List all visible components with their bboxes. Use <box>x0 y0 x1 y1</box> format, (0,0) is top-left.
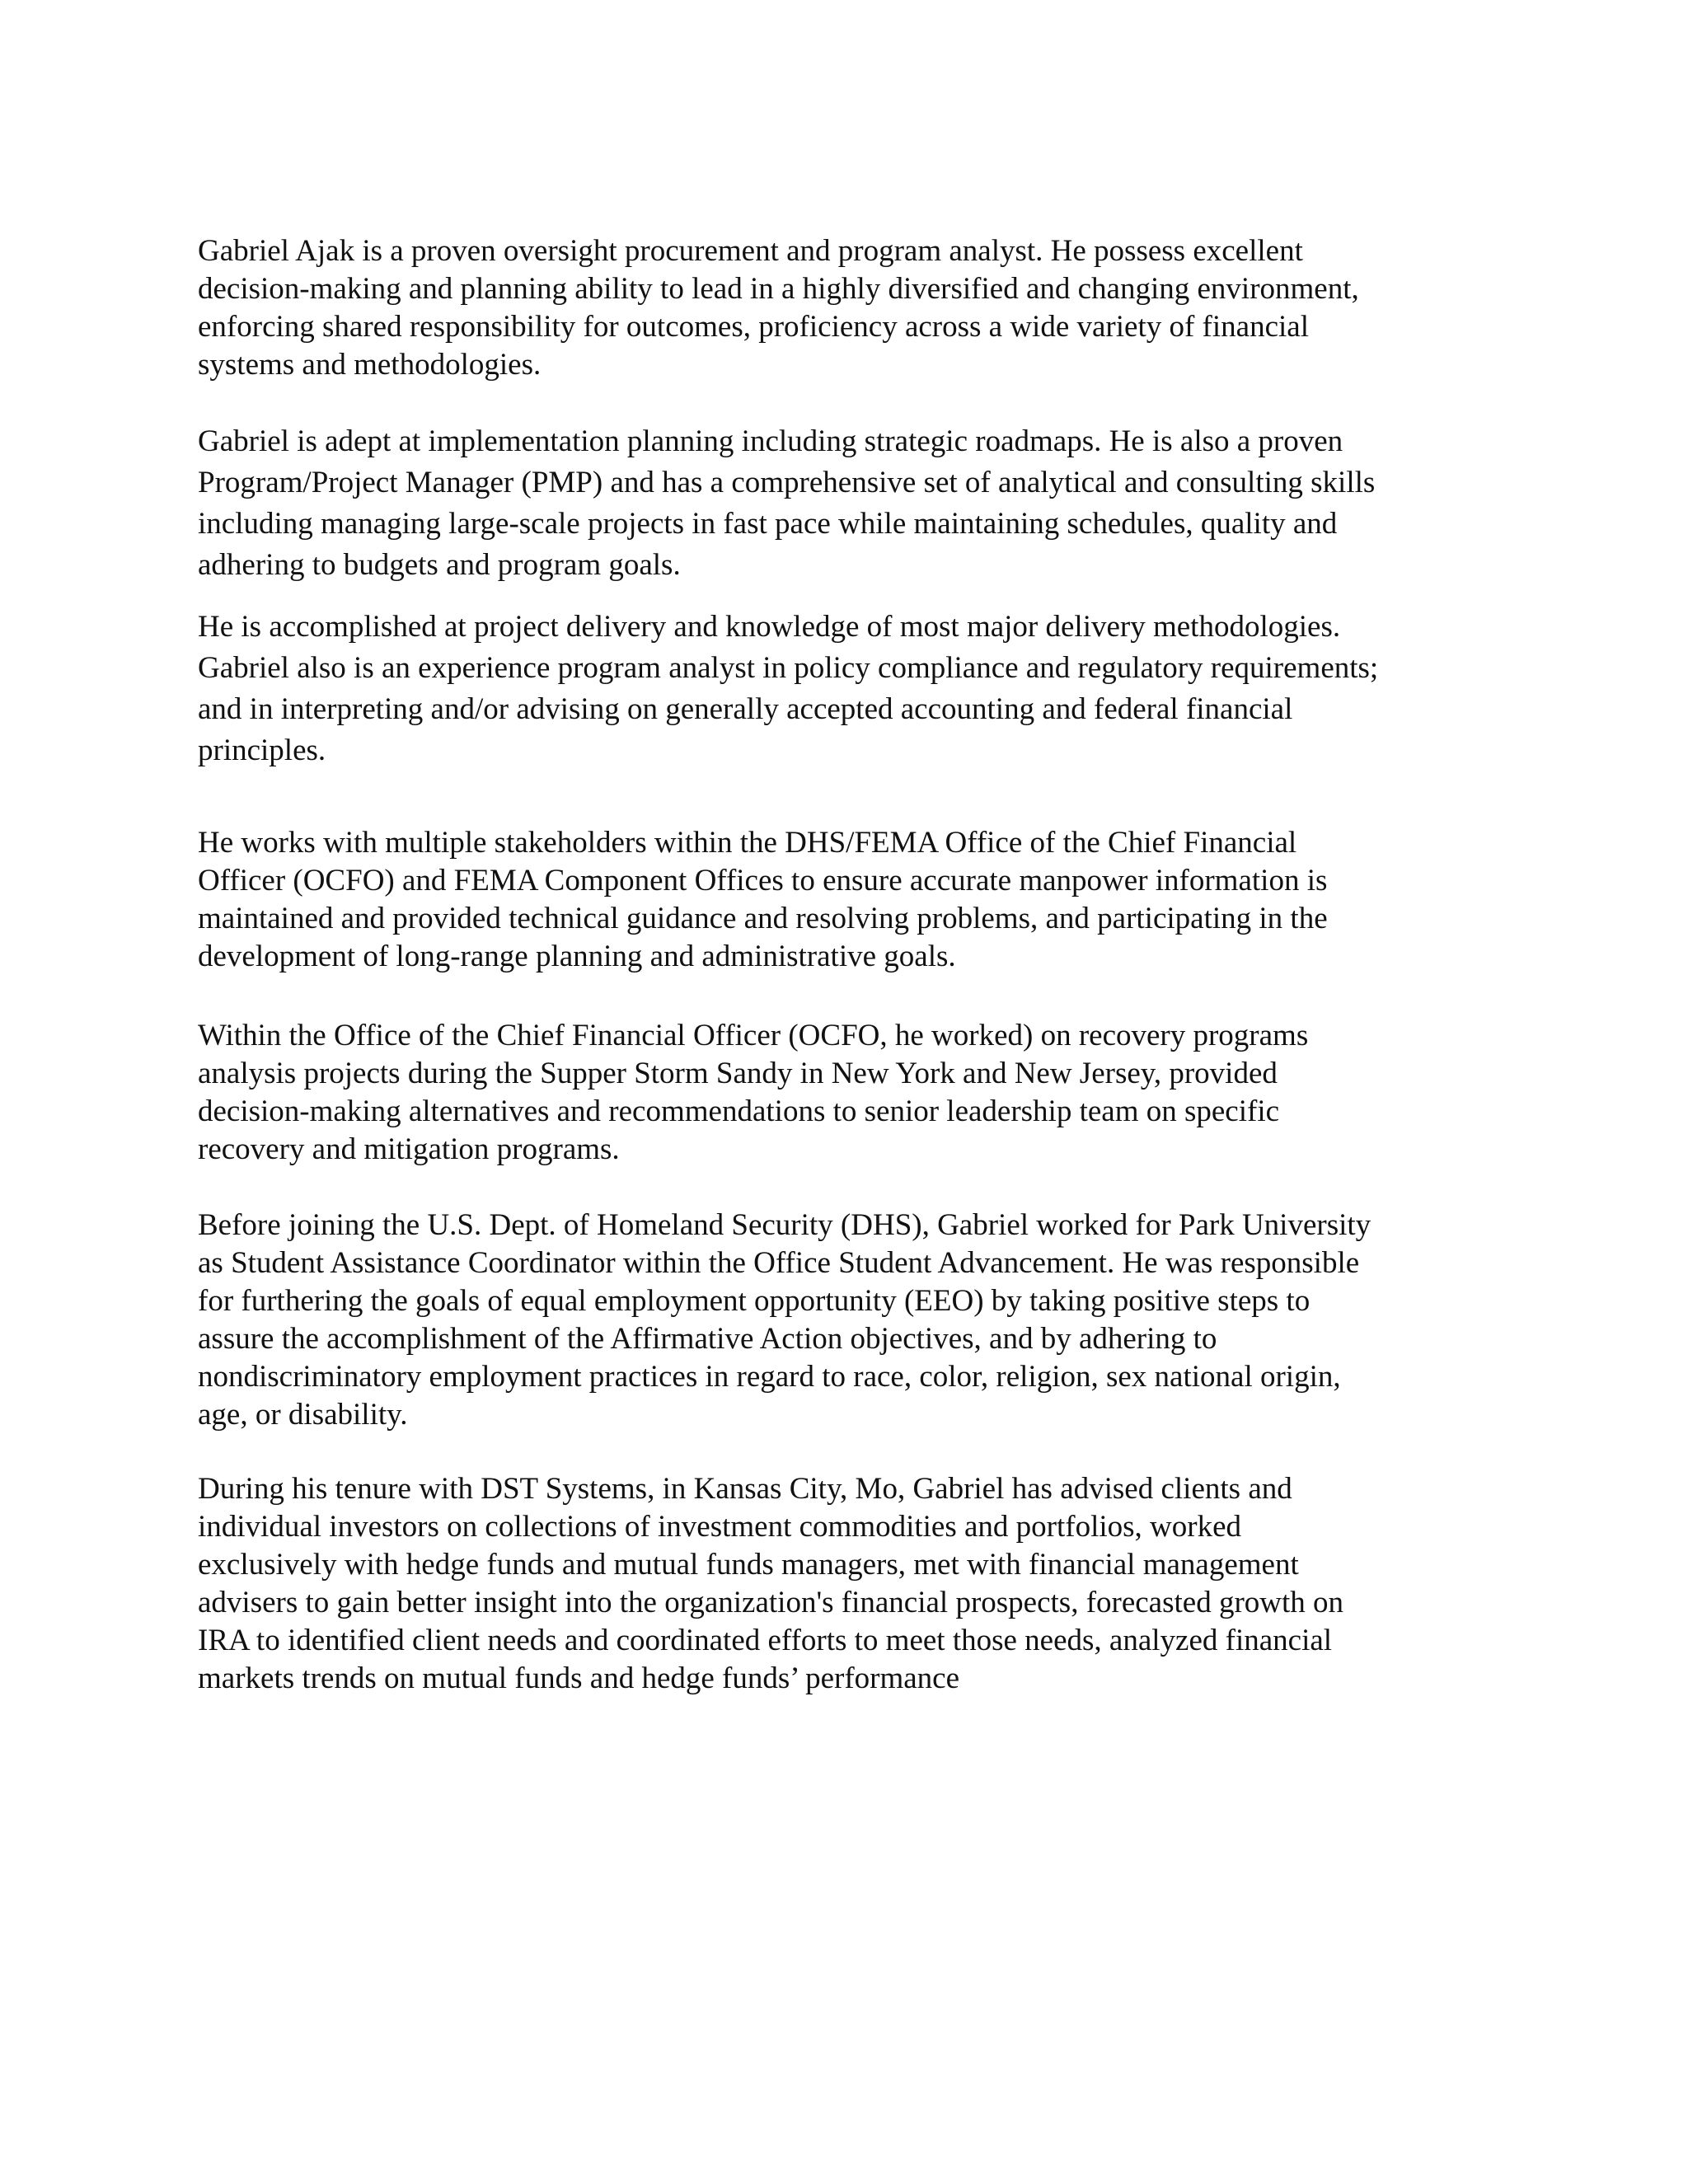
paragraph-line: as Student Assistance Coordinator within the Office Student Advancement. He was responsible <box>198 1246 1360 1280</box>
paragraph-line: He is accomplished at project delivery and knowledge of most major delivery methodologies. <box>198 610 1341 644</box>
paragraph-line: and in interpreting and/or advising on generally accepted accounting and federal financial <box>198 692 1293 726</box>
paragraph-line: principles. <box>198 733 326 767</box>
paragraph-line: Gabriel also is an experience program analyst in policy compliance and regulatory requirements; <box>198 651 1379 685</box>
paragraph-line: including managing large-scale projects in fast pace while maintaining schedules, quality and <box>198 507 1338 541</box>
paragraph-line: enforcing shared responsibility for outcomes, proficiency across a wide variety of financial <box>198 310 1309 344</box>
paragraph-line: markets trends on mutual funds and hedge funds’ performance <box>198 1661 960 1695</box>
paragraph-line: age, or disability. <box>198 1398 408 1432</box>
paragraph-line: Before joining the U.S. Dept. of Homeland Security (DHS), Gabriel worked for Park University <box>198 1208 1372 1242</box>
paragraph-implementation <box>198 421 1484 586</box>
paragraph-line: decision-making and planning ability to lead in a highly diversified and changing environment, <box>198 272 1359 306</box>
paragraph-line: Officer (OCFO) and FEMA Component Offices to ensure accurate manpower information is <box>198 864 1328 898</box>
paragraph-line: maintained and provided technical guidance and resolving problems, and participating in the <box>198 902 1328 935</box>
paragraph-line: exclusively with hedge funds and mutual funds managers, met with financial management <box>198 1548 1299 1582</box>
paragraph-line: He works with multiple stakeholders within the DHS/FEMA Office of the Chief Financial <box>198 826 1297 860</box>
paragraph-line: Within the Office of the Chief Financial Officer (OCFO, he worked) on recovery programs <box>198 1019 1309 1052</box>
paragraph-line: nondiscriminatory employment practices in regard to race, color, religion, sex national origin, <box>198 1360 1341 1394</box>
paragraph-line: systems and methodologies. <box>198 348 542 382</box>
paragraph-stakeholders <box>198 824 1484 976</box>
paragraph-line: During his tenure with DST Systems, in Kansas City, Mo, Gabriel has advised clients and <box>198 1472 1292 1506</box>
paragraph-line: assure the accomplishment of the Affirmative Action objectives, and by adhering to <box>198 1322 1217 1356</box>
paragraph-line: IRA to identified client needs and coordinated efforts to meet those needs, analyzed financial <box>198 1624 1333 1657</box>
paragraph-dst-systems <box>198 1470 1484 1698</box>
paragraph-summary <box>198 232 1484 384</box>
paragraph-line: development of long-range planning and administrative goals. <box>198 940 956 973</box>
paragraph-line: adhering to budgets and program goals. <box>198 548 681 582</box>
paragraph-line: decision-making alternatives and recommendations to senior leadership team on specific <box>198 1094 1280 1128</box>
paragraph-delivery <box>198 607 1484 771</box>
paragraph-line: recovery and mitigation programs. <box>198 1132 620 1166</box>
paragraph-line: Program/Project Manager (PMP) and has a comprehensive set of analytical and consulting skills <box>198 466 1376 499</box>
paragraph-park-university <box>198 1207 1484 1434</box>
paragraph-line: Gabriel is adept at implementation planning including strategic roadmaps. He is also a proven <box>198 424 1343 458</box>
paragraph-line: individual investors on collections of investment commodities and portfolios, worked <box>198 1510 1242 1544</box>
paragraph-line: analysis projects during the Supper Storm Sandy in New York and New Jersey, provided <box>198 1057 1278 1090</box>
paragraph-line: for furthering the goals of equal employment opportunity (EEO) by taking positive steps to <box>198 1284 1311 1318</box>
paragraph-ocfo-recovery <box>198 1017 1484 1169</box>
paragraph-line: Gabriel Ajak is a proven oversight procurement and program analyst. He possess excellent <box>198 234 1303 268</box>
paragraph-line: advisers to gain better insight into the organization's financial prospects, forecasted growth on <box>198 1586 1344 1619</box>
